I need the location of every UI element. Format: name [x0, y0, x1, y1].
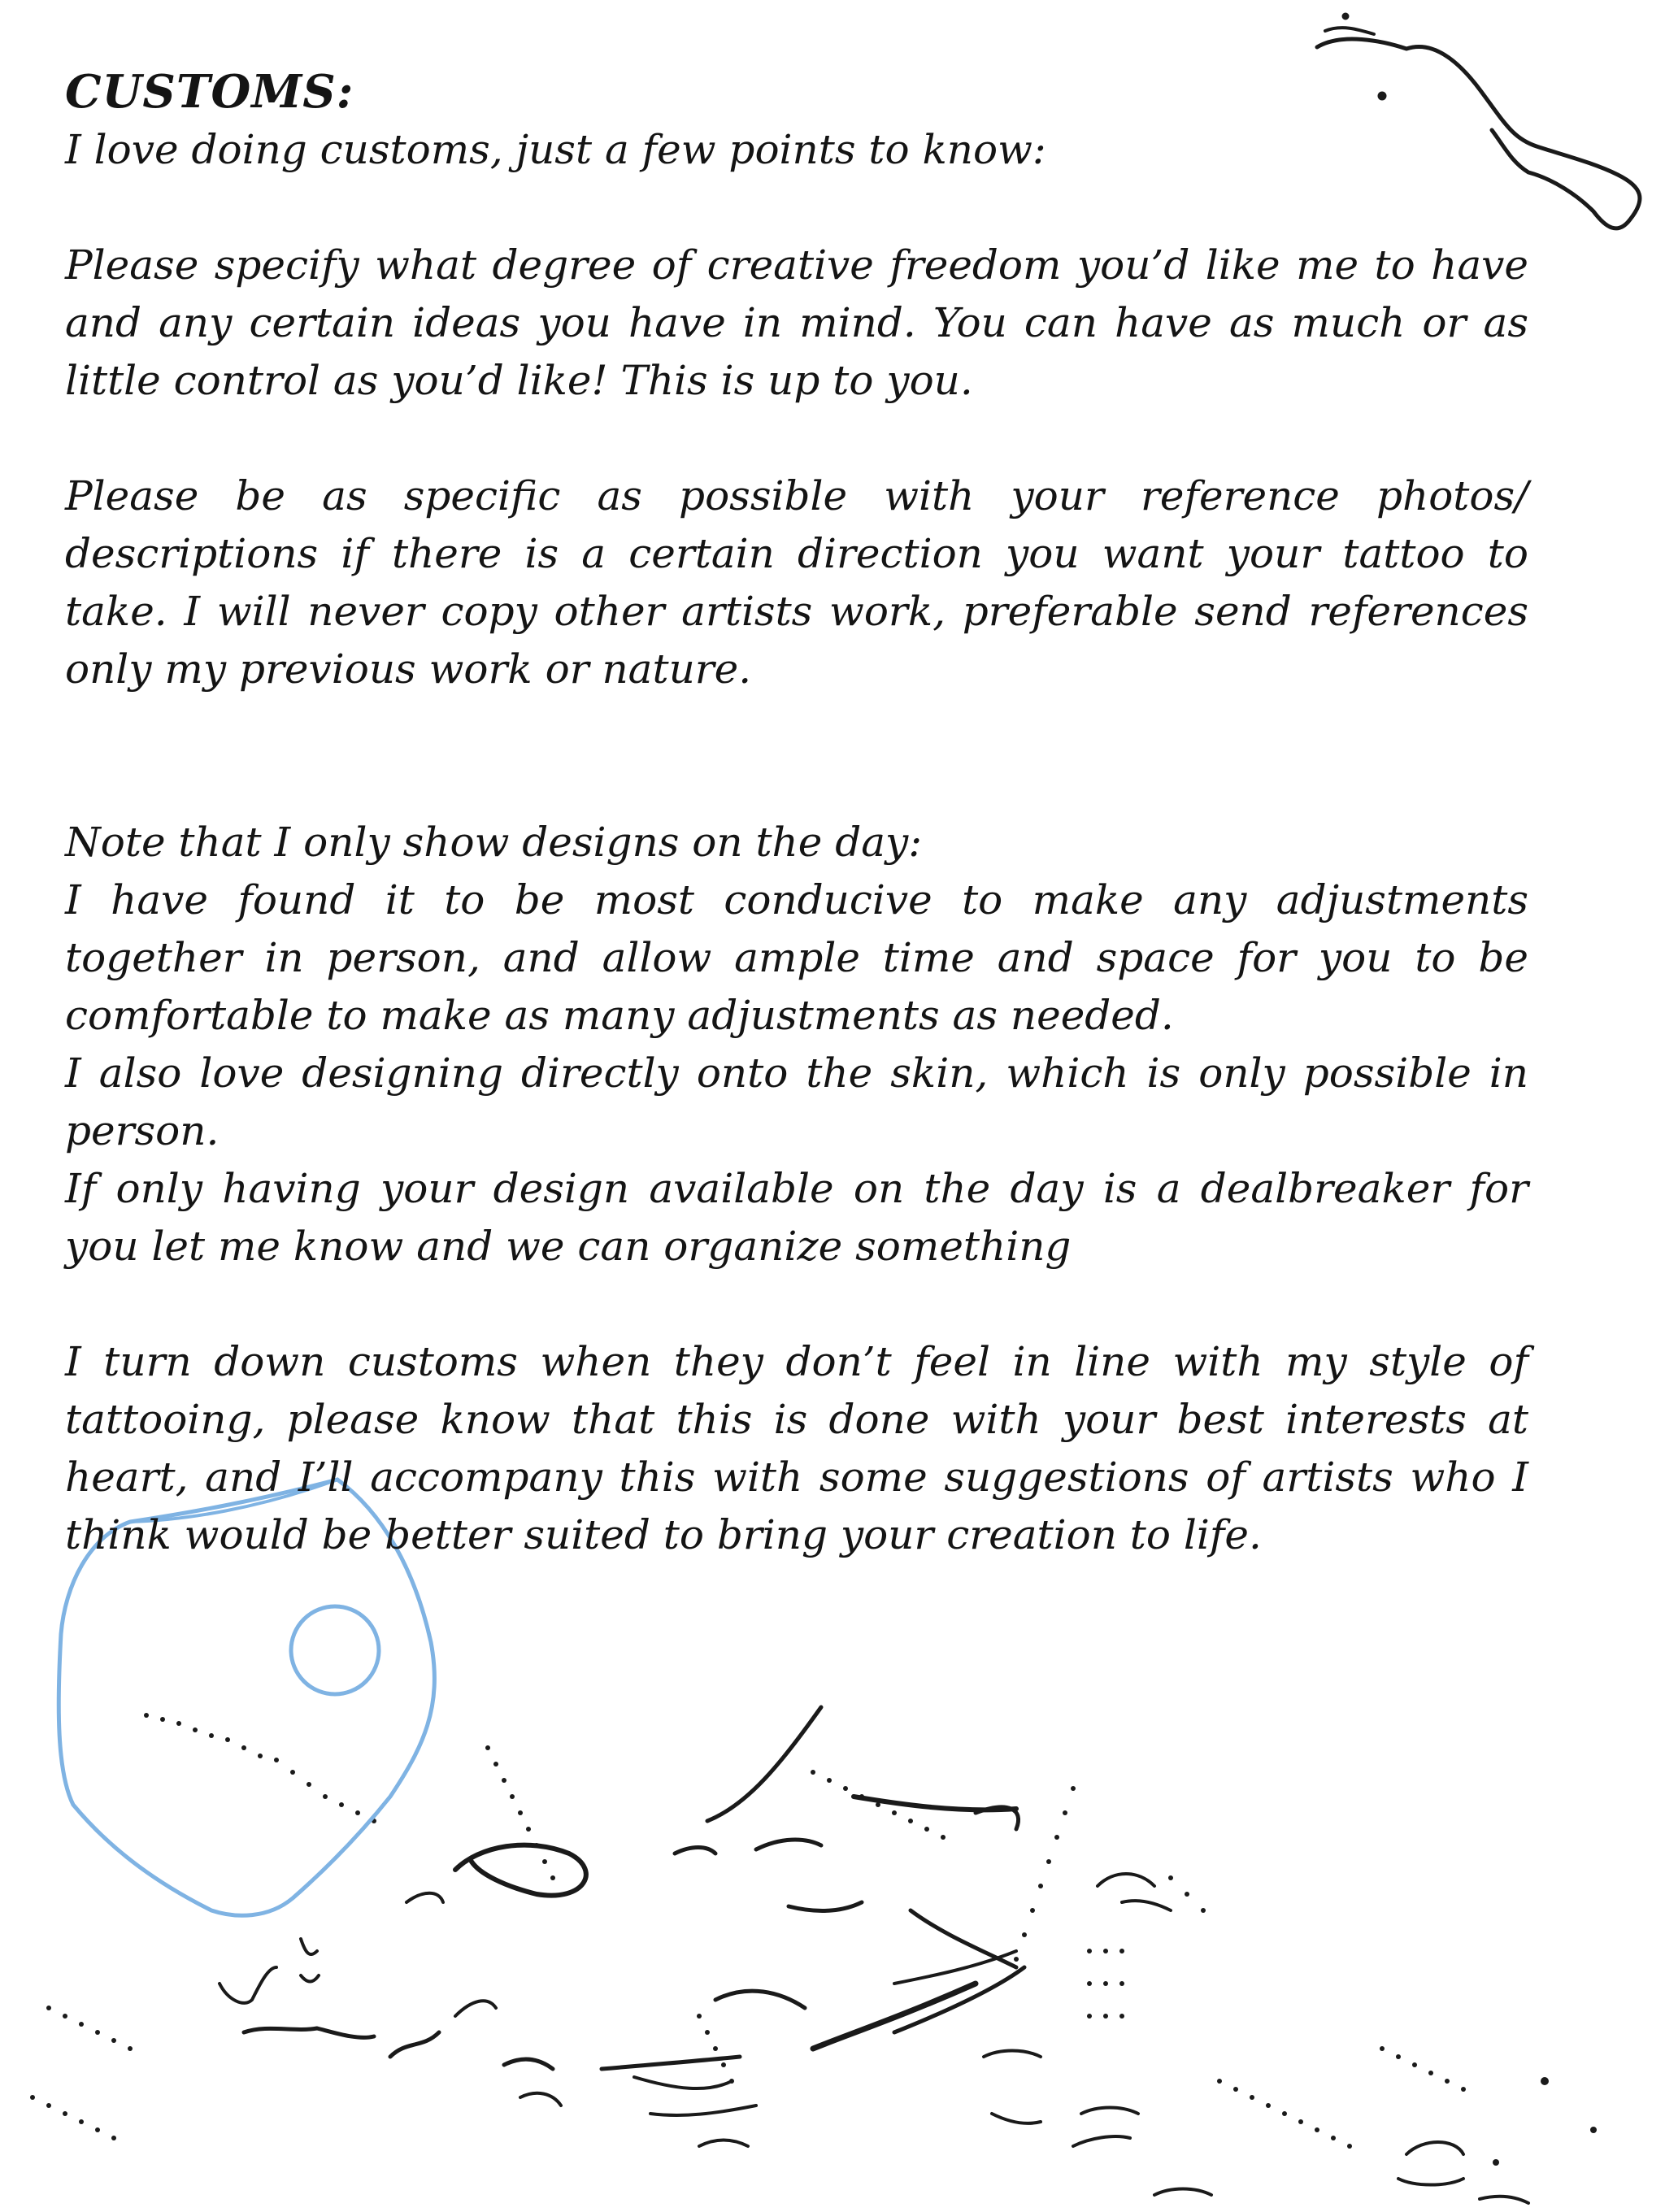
closing-paragraph: I turn down customs when they don’t feel in line with my style of tattooing, please know that this is done with your best interests at heart, and I’ll accompany this with some suggestions of artists who I think would be better suited to bring your creation to life.: [65, 1338, 1528, 1558]
note-line-adjustments: I have found it to be most conducive to make any adjustments together in person, and allow ample time and space for you to be comfortable to make as many adjustments as needed.: [65, 876, 1528, 1039]
blue-circle: [291, 1606, 379, 1694]
page-title: CUSTOMS:: [65, 65, 354, 119]
note-line-dealbreaker: If only having your design available on the day is a dealbreaker for you let me know and we can organize something: [65, 1165, 1528, 1270]
customs-text: [65, 63, 1528, 1564]
intro-line: I love doing customs, just a few points to know:: [65, 126, 1046, 173]
note-heading: Note that I only show designs on the day:: [65, 819, 923, 866]
note-line-skin: I also love designing directly onto the skin, which is only possible in person.: [65, 1050, 1528, 1154]
reference-photos-paragraph: Please be as specific as possible with your reference photos/ descriptions if there is a certain direction you want your tattoo to take. I will never copy other artists work, preferable send references only my previous work or nature.: [65, 472, 1528, 693]
creative-freedom-paragraph: Please specify what degree of creative freedom you’d like me to have and any certain ideas you have in mind. You can have as much or as little control as you’d like! This is up to you.: [65, 241, 1528, 404]
